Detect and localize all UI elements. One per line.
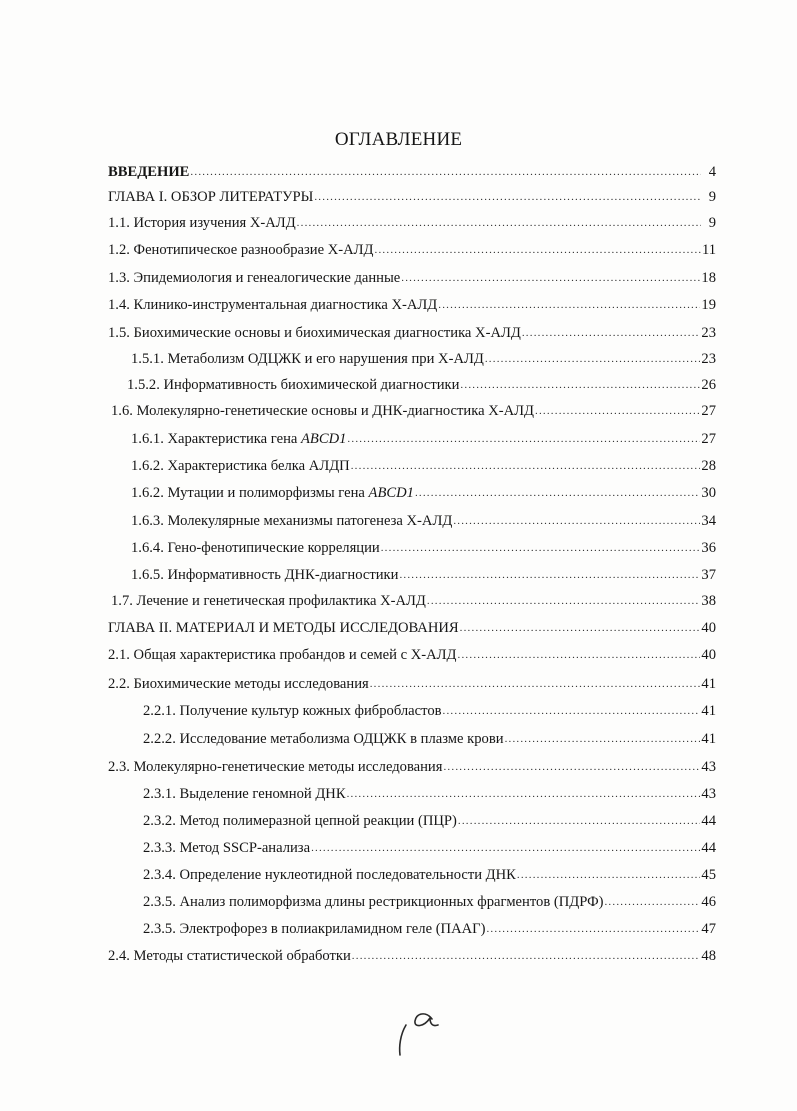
toc-page-number: 45	[701, 867, 716, 883]
toc-entry-label: 1.6.1. Характеристика гена ABCD1	[131, 431, 347, 447]
toc-page-number: 4	[708, 164, 716, 180]
dot-leader	[297, 212, 701, 234]
toc-row	[108, 322, 716, 344]
dot-leader	[460, 374, 700, 396]
toc-page-number: 27	[701, 431, 716, 447]
toc-page-number: 47	[701, 921, 716, 937]
toc-row	[131, 510, 716, 532]
toc-row	[108, 239, 716, 261]
dot-leader	[352, 945, 701, 967]
dot-leader	[458, 644, 701, 666]
toc-page-number: 19	[701, 297, 716, 313]
toc-row	[108, 673, 716, 695]
toc-row	[108, 945, 716, 967]
toc-page-number: 11	[701, 242, 716, 258]
toc-page-number: 43	[701, 786, 716, 802]
toc-entry-label: 2.2.2. Исследование метаболизма ОДЦЖК в плазме крови	[143, 731, 504, 747]
toc-page-number: 30	[701, 485, 716, 501]
dot-leader	[486, 918, 700, 940]
dot-leader	[517, 864, 701, 886]
dot-leader	[347, 783, 701, 805]
dot-leader	[604, 891, 700, 913]
toc-row	[108, 267, 716, 289]
toc-entry-label: 1.6. Молекулярно-генетические основы и ДНК-диагностика Х-АЛД	[111, 403, 534, 419]
toc-page-number: 26	[701, 377, 716, 393]
toc-row	[131, 564, 716, 586]
dot-leader	[443, 756, 700, 778]
toc-row	[143, 700, 716, 722]
toc-row	[143, 810, 716, 832]
dot-leader	[443, 700, 701, 722]
toc-entry-label: 1.6.5. Информативность ДНК-диагностики	[131, 567, 399, 583]
toc-row	[108, 294, 716, 316]
toc-row	[143, 837, 716, 859]
toc-entry-label: 2.3.3. Метод SSCP-анализа	[143, 840, 311, 856]
toc-entry-label: ВВЕДЕНИЕ	[108, 164, 190, 180]
toc-row	[111, 590, 716, 612]
toc-page-number: 41	[701, 731, 716, 747]
toc-page-number: 41	[701, 676, 716, 692]
toc-entry-label: 1.5. Биохимические основы и биохимическая диагностика Х-АЛД	[108, 325, 521, 341]
toc-entry-label: 1.6.2. Характеристика белка АЛДП	[131, 458, 350, 474]
toc-page-number: 23	[701, 325, 716, 341]
dot-leader	[351, 455, 701, 477]
toc-page-number: 9	[708, 215, 716, 231]
toc-row	[131, 537, 716, 559]
toc-page-number: 36	[701, 540, 716, 556]
toc-entry-label: 2.1. Общая характеристика пробандов и семей с Х-АЛД	[108, 647, 457, 663]
toc-row	[143, 918, 716, 940]
dot-leader	[381, 537, 701, 559]
toc-entry-label: 2.3.1. Выделение геномной ДНК	[143, 786, 346, 802]
dot-leader	[522, 322, 701, 344]
toc-row	[131, 455, 716, 477]
toc-entry-label: 2.3.5. Электрофорез в полиакриламидном геле (ПААГ)	[143, 921, 486, 937]
toc-page-number: 28	[701, 458, 716, 474]
dot-leader	[438, 294, 700, 316]
toc-entry-label: ГЛАВА I. ОБЗОР ЛИТЕРАТУРЫ	[108, 189, 314, 205]
toc-entry-label: ГЛАВА II. МАТЕРИАЛ И МЕТОДЫ ИССЛЕДОВАНИЯ	[108, 620, 459, 636]
dot-leader	[314, 186, 701, 208]
toc-page-number: 27	[701, 403, 716, 419]
toc-row	[143, 783, 716, 805]
toc-row	[143, 891, 716, 913]
toc-row	[108, 161, 716, 183]
dot-leader	[311, 837, 700, 859]
handwritten-page-mark	[386, 1003, 456, 1063]
dot-leader	[370, 673, 701, 695]
dot-leader	[427, 590, 701, 612]
toc-entry-label: 1.3. Эпидемиология и генеалогические данные	[108, 270, 401, 286]
toc-page-number: 44	[701, 813, 716, 829]
toc-page-number: 9	[708, 189, 716, 205]
toc-entry-label: 1.2. Фенотипическое разнообразие Х-АЛД	[108, 242, 374, 258]
toc-row	[108, 212, 716, 234]
dot-leader	[535, 400, 700, 422]
toc-page-number: 44	[701, 840, 716, 856]
dot-leader	[401, 267, 700, 289]
toc-page-number: 48	[701, 948, 716, 964]
dot-leader	[460, 617, 701, 639]
toc-page-number: 40	[701, 647, 716, 663]
dot-leader	[415, 482, 700, 504]
dot-leader	[347, 428, 700, 450]
dot-leader	[190, 161, 701, 183]
toc-page-number: 38	[701, 593, 716, 609]
toc-entry-label: 1.5.1. Метаболизм ОДЦЖК и его нарушения при Х-АЛД	[131, 351, 484, 367]
toc-entry-label: 2.3.2. Метод полимеразной цепной реакции (ПЦР)	[143, 813, 457, 829]
dot-leader	[375, 239, 701, 261]
toc-entry-label: 1.4. Клинико-инструментальная диагностика Х-АЛД	[108, 297, 438, 313]
toc-row	[108, 617, 716, 639]
toc-entry-label: 1.5.2. Информативность биохимической диагностики	[127, 377, 460, 393]
toc-row	[111, 400, 716, 422]
toc-page-number: 46	[701, 894, 716, 910]
dot-leader	[399, 564, 700, 586]
toc-entry-label: 2.3.4. Определение нуклеотидной последовательности ДНК	[143, 867, 516, 883]
toc-entry-label: 1.6.3. Молекулярные механизмы патогенеза Х-АЛД	[131, 513, 453, 529]
toc-page-number: 40	[701, 620, 716, 636]
toc-entry-label: 2.2. Биохимические методы исследования	[108, 676, 369, 692]
toc-row	[108, 644, 716, 666]
toc-page-number: 18	[701, 270, 716, 286]
toc-row	[143, 864, 716, 886]
toc-row	[108, 756, 716, 778]
dot-leader	[505, 728, 701, 750]
toc-entry-label: 2.3. Молекулярно-генетические методы исследования	[108, 759, 443, 775]
toc-entry-label: 2.4. Методы статистической обработки	[108, 948, 351, 964]
toc-row	[131, 348, 716, 370]
toc-row	[108, 186, 716, 208]
toc-page-number: 41	[701, 703, 716, 719]
toc-page-number: 43	[701, 759, 716, 775]
toc-entry-label: 2.3.5. Анализ полиморфизма длины рестрикционных фрагментов (ПДРФ)	[143, 894, 604, 910]
dot-leader	[453, 510, 700, 532]
toc-entry-label: 2.2.1. Получение культур кожных фибробластов	[143, 703, 442, 719]
toc-entry-label: 1.6.4. Гено-фенотипические корреляции	[131, 540, 380, 556]
toc-row	[143, 728, 716, 750]
toc-entry-label: 1.1. История изучения Х-АЛД	[108, 215, 296, 231]
dot-leader	[458, 810, 701, 832]
page-title: ОГЛАВЛЕНИЕ	[334, 129, 463, 150]
toc-row	[127, 374, 716, 396]
toc-page-number: 23	[701, 351, 716, 367]
toc-page-number: 34	[701, 513, 716, 529]
toc-row	[131, 428, 716, 450]
toc-entry-label: 1.6.2. Мутации и полиморфизмы гена ABCD1	[131, 485, 414, 501]
toc-page-number: 37	[701, 567, 716, 583]
toc-entry-label: 1.7. Лечение и генетическая профилактика Х-АЛД	[111, 593, 426, 609]
dot-leader	[485, 348, 701, 370]
toc-row	[131, 482, 716, 504]
